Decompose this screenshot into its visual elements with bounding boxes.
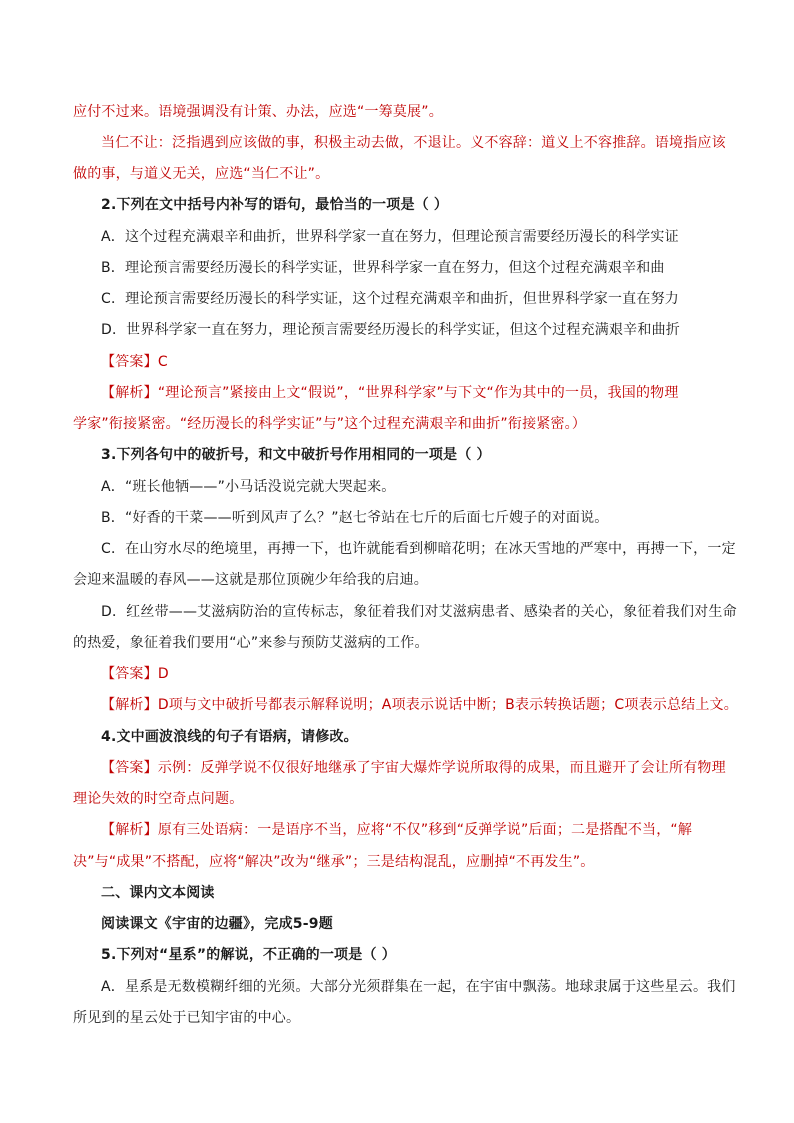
answer-2: 【答案】C <box>101 354 168 370</box>
question-2-option-b: B．理论预言需要经历漫长的科学实证，世界科学家一直在努力，但这个过程充满艰辛和曲 <box>101 260 665 276</box>
question-5-option-a-cont: 所见到的星云处于已知宇宙的中心。 <box>73 1010 301 1026</box>
text-line-3: 做的事，与道义无关，应选“当仁不让”。 <box>73 166 330 182</box>
text-line-1: 应付不过来。语境强调没有计策、办法，应选“一筹莫展”。 <box>73 104 443 120</box>
analysis-4: 【解析】原有三处语病：一是语序不当，应将“不仅”移到“反弹学说”后面；二是搭配不当，“解 <box>101 822 693 838</box>
question-5-title: 5.下列对“星系”的解说，不正确的一项是（ ） <box>101 947 396 963</box>
question-2-option-a: A．这个过程充满艰辛和曲折，世界科学家一直在努力，但理论预言需要经历漫长的科学实证 <box>101 229 679 245</box>
answer-4: 【答案】示例：反弹学说不仅很好地继承了宇宙大爆炸学说所取得的成果，而且避开了会让所有物理 <box>101 760 726 776</box>
reading-instruction: 阅读课文《宇宙的边疆》，完成5-9题 <box>101 916 333 932</box>
analysis-2-cont: 学家”衔接紧密。“经历漫长的科学实证”与”这个过程充满艰辛和曲折”衔接紧密。） <box>73 416 587 432</box>
answer-4-cont: 理论失效的时空奇点问题。 <box>73 791 244 807</box>
question-3-option-d-cont: 的热爱，象征着我们要用“心”来参与预防艾滋病的工作。 <box>73 635 429 651</box>
question-3-option-d: D．红丝带——艾滋病防治的宣传标志，象征着我们对艾滋病患者、感染者的关心，象征着我们对生命 <box>101 604 737 620</box>
question-5-option-a: A．星系是无数模糊纤细的光须。大部分光须群集在一起，在宇宙中飘荡。地球隶属于这些星云。我们 <box>101 979 736 995</box>
section-2-heading: 二、课内文本阅读 <box>101 885 215 901</box>
text-line-2: 当仁不让：泛指遇到应该做的事，积极主动去做，不退让。义不容辞：道义上不容推辞。语境指应该 <box>101 135 726 151</box>
analysis-3: 【解析】D项与文中破折号都表示解释说明；A项表示说话中断；B表示转换话题；C项表示总结上文。 <box>101 697 738 713</box>
analysis-4-cont: 决”与“成果”不搭配，应将“解决”改为“继承”；三是结构混乱，应删掉“不再发生”。 <box>73 854 595 870</box>
question-2-option-d: D．世界科学家一直在努力，理论预言需要经历漫长的科学实证，但这个过程充满艰辛和曲折 <box>101 322 680 338</box>
question-2-option-c: C．理论预言需要经历漫长的科学实证，这个过程充满艰辛和曲折，但世界科学家一直在努力 <box>101 291 679 307</box>
question-3-option-c-cont: 会迎来温暖的春风——这就是那位顶碗少年给我的启迪。 <box>73 572 428 588</box>
analysis-2: 【解析】“理论预言”紧接由上文“假说”，“世界科学家”与下文“作为其中的一员，我国的物理 <box>101 385 679 401</box>
answer-3: 【答案】D <box>101 666 169 682</box>
question-3-option-c: C．在山穷水尽的绝境里，再搏一下，也许就能看到柳暗花明；在冰天雪地的严寒中，再搏一下，一定 <box>101 541 736 557</box>
question-4-title: 4.文中画波浪线的句子有语病，请修改。 <box>101 729 358 745</box>
question-3-option-a: A．“班长他牺——”小马话没说完就大哭起来。 <box>101 479 396 495</box>
question-3-title: 3.下列各句中的破折号，和文中破折号作用相同的一项是（ ） <box>101 447 491 463</box>
question-2-title: 2.下列在文中括号内补写的语句，最恰当的一项是（ ） <box>101 197 449 213</box>
question-3-option-b: B．“好香的干菜——听到风声了么？”赵七爷站在七斤的后面七斤嫂子的对面说。 <box>101 510 609 526</box>
